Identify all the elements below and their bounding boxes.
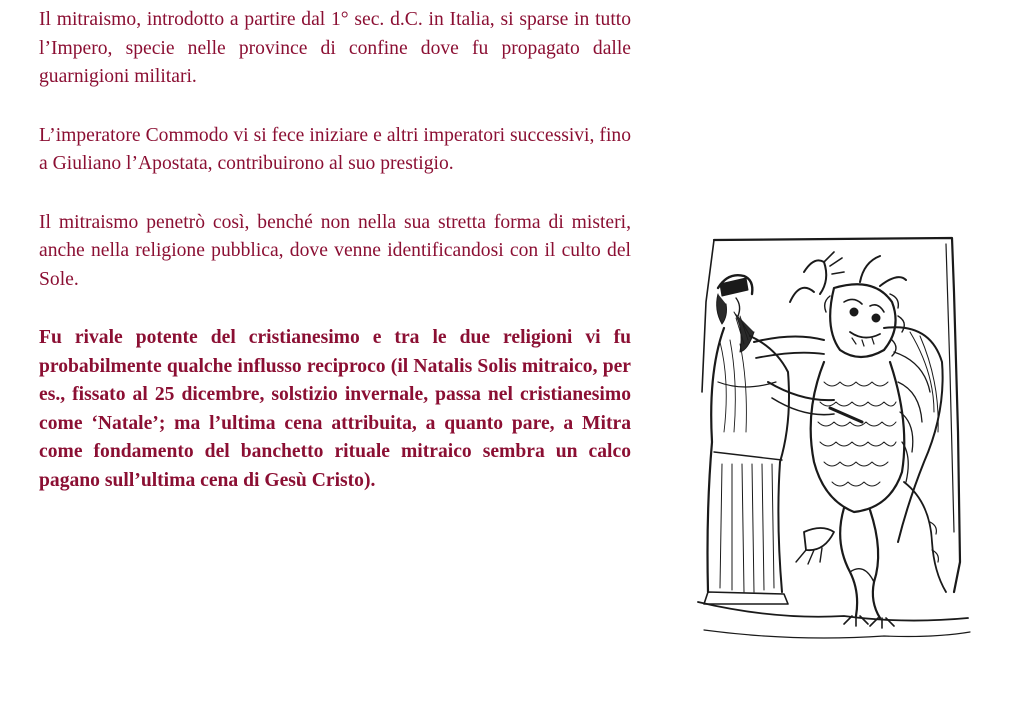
text-column [39,6,631,525]
relief-illustration [684,232,976,644]
paragraph-commodo: L’imperatore Commodo vi si fece iniziare e altri imperatori successivi, fino a Giuliano l’Apostata, contribuirono al suo prestigio. [39,124,631,174]
paragraph-public-religion: Il mitraismo penetrò così, benché non nella sua stretta forma di misteri, anche nella religione pubblica, dove venne identificandosi con il culto del Sole. [39,211,631,290]
relief-drawing [684,232,976,644]
paragraph-spread: Il mitraismo, introdotto a partire dal 1° sec. d.C. in Italia, si sparse in tutto l’Impero, specie nelle province di confine dove fu propagato dalle guarnigioni militari. [39,9,631,87]
paragraph-rival-christianity: Fu rivale potente del cristianesimo e tra le due religioni vi fu probabilmente qualche influsso reciproco (il Natalis Solis mitraico, per es., fissato al 25 dicembre, solstizio invernale, passa nel cristianesimo come ‘Natale’; ma l’ultima cena attribuita, a quanto pare, a Mitra come fondamento del banchetto rituale mitraico sembra un calco pagano sull’ultima cena di Gesù Cristo). [39,327,631,491]
